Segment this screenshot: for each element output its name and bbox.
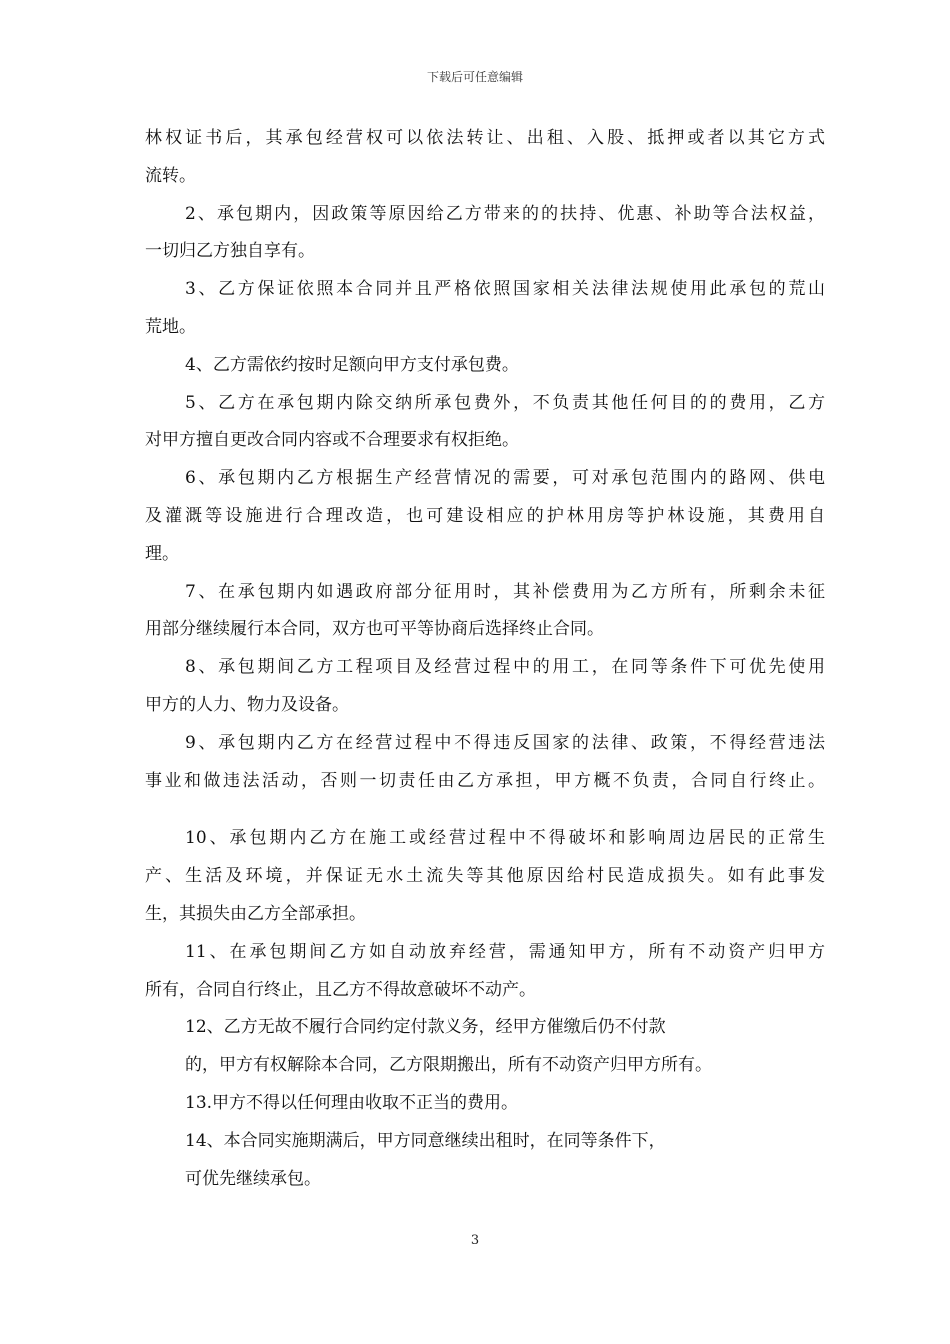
text-line: 10、承包期内乙方在施工或经营过程中不得破坏和影响周边居民的正常生 [185, 828, 825, 849]
paragraph-13 [145, 1085, 825, 1123]
text-line: 7、在承包期内如遇政府部分征用时，其补偿费用为乙方所有，所剩余未征 [185, 581, 825, 602]
text-line: 3、乙方保证依照本合同并且严格依照国家相关法律法规使用此承包的荒山 [185, 279, 825, 300]
paragraph-6 [145, 460, 825, 573]
text-line: 及灌溉等设施进行合理改造，也可建设相应的护林用房等护林设施，其费用自 [145, 505, 825, 526]
text-line: 用部分继续履行本合同，双方也可平等协商后选择终止合同。 [145, 619, 604, 640]
paragraph-9 [145, 725, 825, 801]
text-line: 14、本合同实施期满后，甲方同意继续出租时，在同等条件下， [185, 1130, 666, 1151]
text-line: 所有，合同自行终止，且乙方不得故意破坏不动产。 [145, 979, 536, 1000]
text-line: 甲方的人力、物力及设备。 [145, 694, 349, 715]
paragraph-3 [145, 271, 825, 347]
paragraph-14 [145, 1123, 825, 1199]
text-line: 流转。 [145, 165, 196, 186]
text-line: 荒地。 [145, 316, 196, 337]
text-line: 事业和做违法活动，否则一切责任由乙方承担，甲方概不负责，合同自行终止。 [145, 770, 825, 791]
paragraph-7 [145, 574, 825, 650]
text-line: 生，其损失由乙方全部承担。 [145, 903, 366, 924]
text-line: 可优先继续承包。 [185, 1168, 321, 1189]
paragraph-gap [145, 800, 825, 820]
text-line: 8、承包期间乙方工程项目及经营过程中的用工，在同等条件下可优先使用 [185, 657, 825, 678]
text-line: 一切归乙方独自享有。 [145, 241, 315, 262]
document-body [145, 120, 825, 1198]
text-line: 5、乙方在承包期内除交纳所承包费外，不负责其他任何目的的费用，乙方 [185, 392, 825, 413]
text-line: 对甲方擅自更改合同内容或不合理要求有权拒绝。 [145, 430, 519, 451]
paragraph-5 [145, 385, 825, 461]
text-line: 2、承包期内，因政策等原因给乙方带来的的扶持、优惠、补助等合法权益， [185, 203, 825, 224]
text-line: 9、承包期内乙方在经营过程中不得违反国家的法律、政策，不得经营违法 [185, 732, 825, 753]
text-line: 理。 [145, 543, 179, 564]
paragraph-1 [145, 120, 825, 196]
paragraph-4 [145, 347, 825, 385]
paragraph-10 [145, 820, 825, 933]
text-line: 13.甲方不得以任何理由收取不正当的费用。 [185, 1092, 519, 1113]
paragraph-2 [145, 196, 825, 272]
paragraph-12 [145, 1009, 825, 1085]
text-line: 4、乙方需依约按时足额向甲方支付承包费。 [185, 354, 519, 375]
text-line: 林权证书后，其承包经营权可以依法转让、出租、入股、抵押或者以其它方式 [145, 128, 825, 148]
text-line: 12、乙方无故不履行合同约定付款义务，经甲方催缴后仍不付款 [185, 1017, 666, 1038]
text-line: 产、生活及环境，并保证无水土流失等其他原因给村民造成损失。如有此事发 [145, 866, 825, 887]
page-number: 3 [470, 1233, 480, 1248]
text-line: 11、在承包期间乙方如自动放弃经营，需通知甲方，所有不动资产归甲方 [185, 941, 825, 962]
text-line: 6、承包期内乙方根据生产经营情况的需要，可对承包范围内的路网、供电 [185, 468, 825, 489]
paragraph-11 [145, 934, 825, 1010]
paragraph-8 [145, 649, 825, 725]
text-line: 的，甲方有权解除本合同，乙方限期搬出，所有不动资产归甲方所有。 [185, 1055, 712, 1076]
page-header: 下载后可任意编辑 [426, 70, 523, 84]
